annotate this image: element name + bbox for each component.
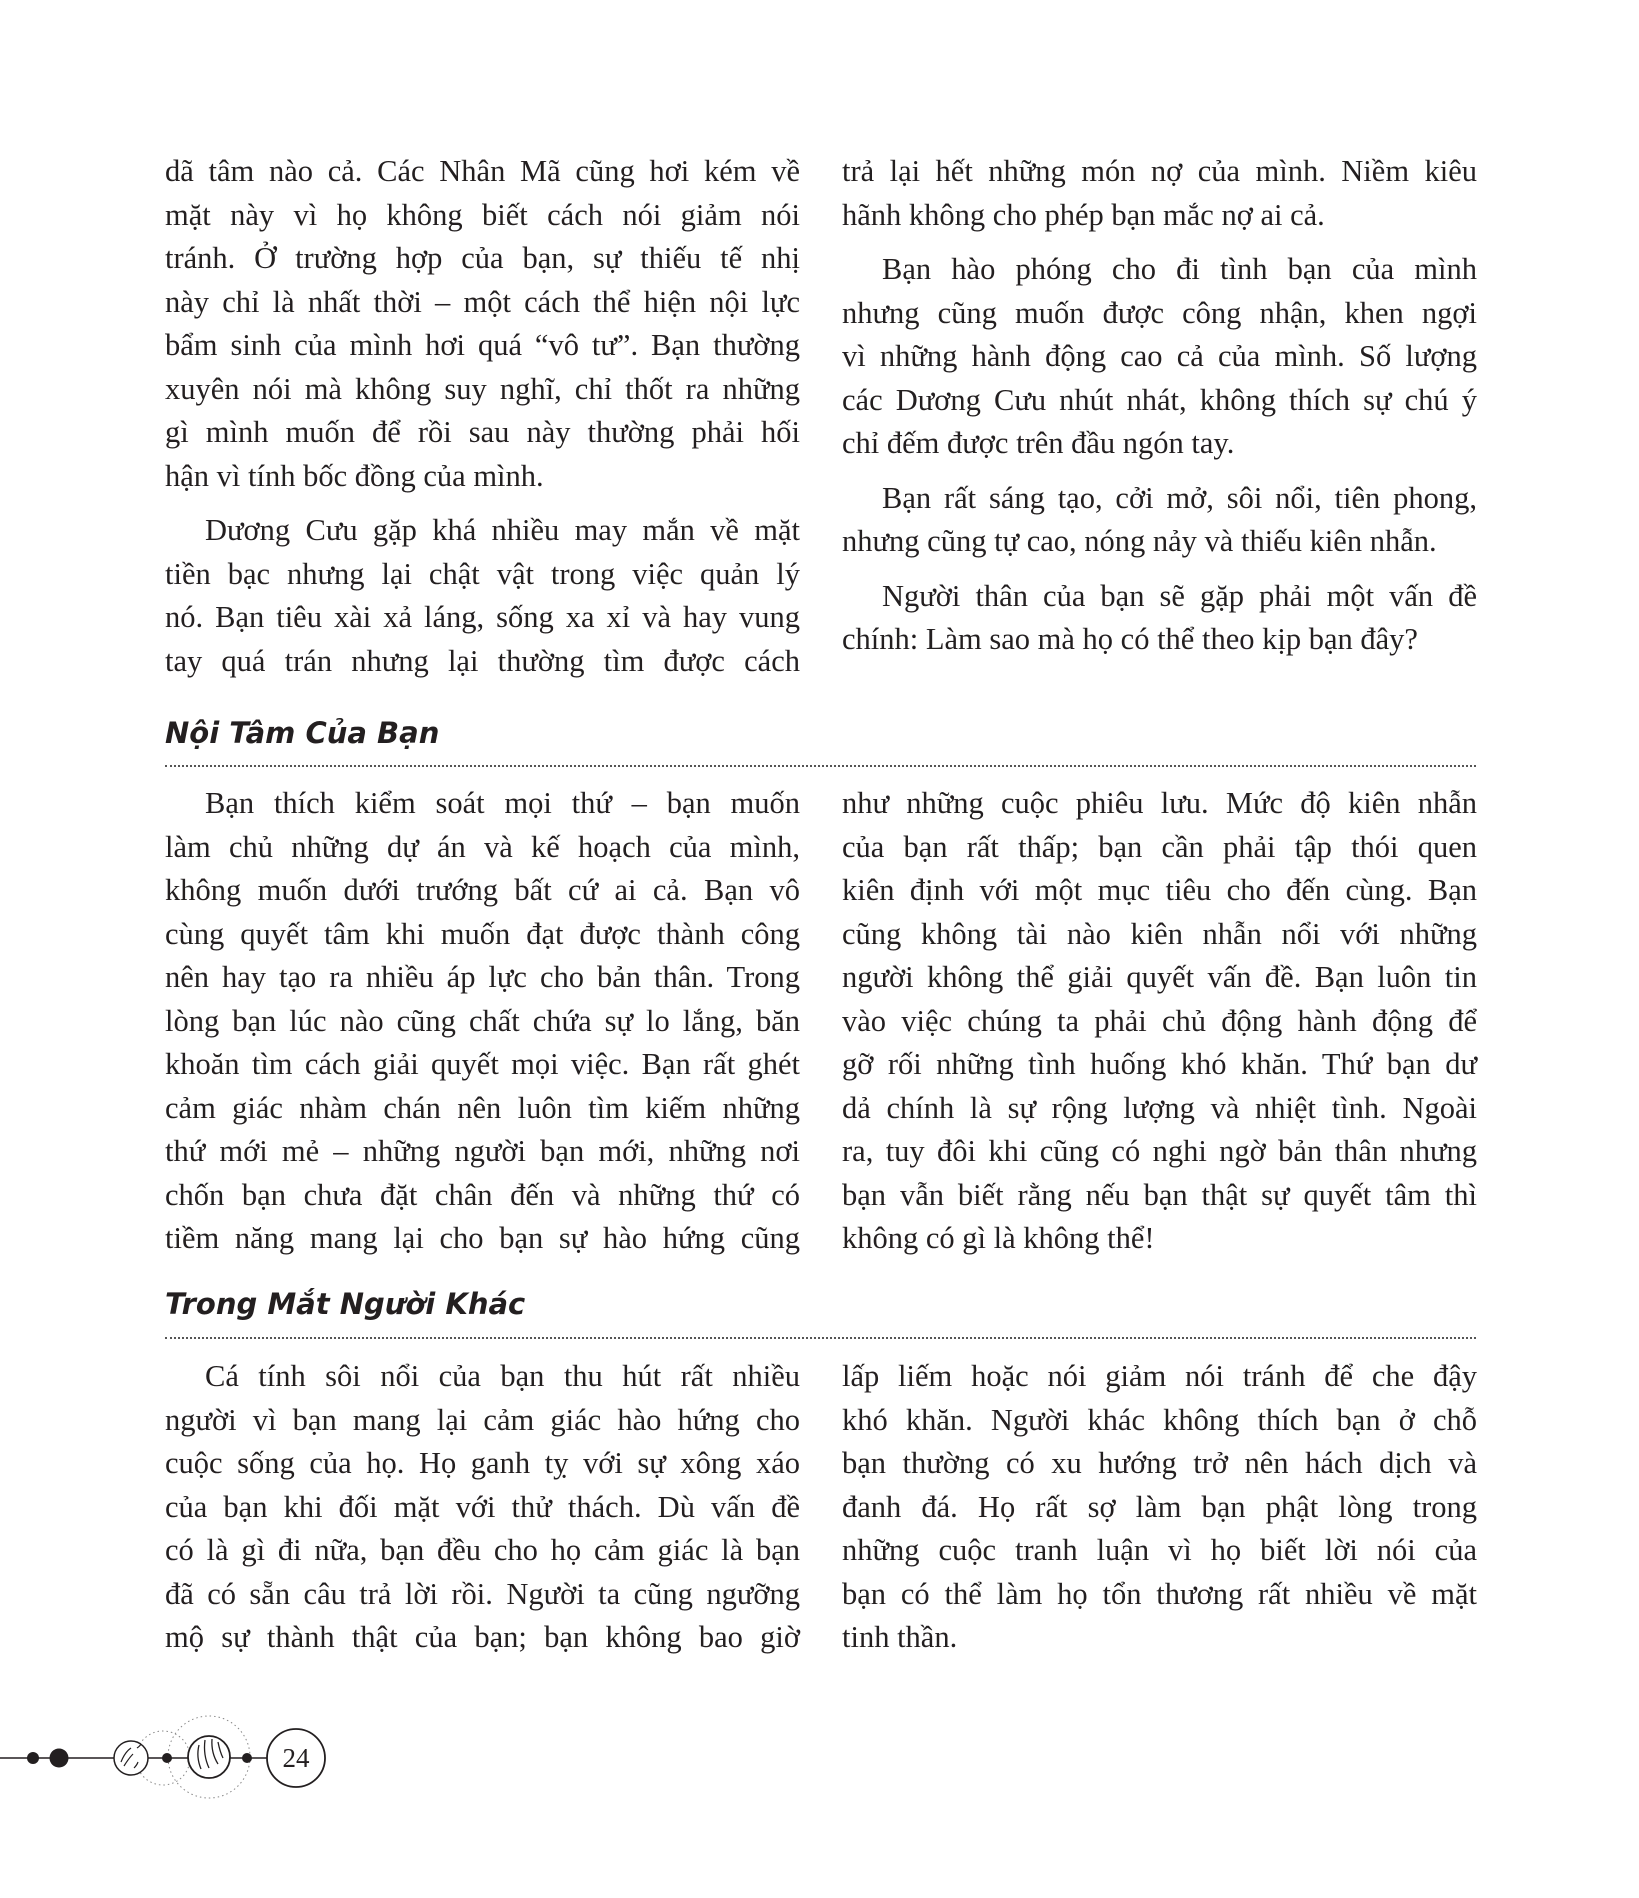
text-line: cũng không tài nào kiên nhẫn nổi với những [842,916,1477,951]
text-line: mặt này vì họ không biết cách nói giảm nói [165,197,800,232]
text-line: tiềm năng mang lại cho bạn sự hào hứng cũng [165,1221,800,1255]
text-line: nên hay tạo ra nhiều áp lực cho bản thân. Trong [165,960,800,994]
page-number: 24 [282,1743,310,1773]
dot-icon [50,1749,69,1768]
text-line: gỡ rối những tình huống khó khăn. Thứ bạn dư [842,1047,1477,1081]
text-line: mộ sự thành thật của bạn; bạn không bao giờ [165,1620,800,1654]
right-column [842,1355,1477,1671]
text-line: các Dương Cưu nhút nhát, không thích sự chú ý [842,382,1477,417]
paragraph [842,477,1477,564]
dotted-divider [165,1337,1476,1339]
right-column [842,782,1477,1272]
text-line: ra, tuy đôi khi cũng có nghi ngờ bản thân nhưng [842,1134,1477,1168]
text-line: có là gì đi nữa, bạn đều cho họ cảm giác là bạn [165,1533,800,1567]
text-line: thứ mới mẻ – những người bạn mới, những nơi [165,1134,800,1168]
text-line: tay quá trán nhưng lại thường tìm được cách [165,643,800,678]
section-heading: Nội Tâm Của Bạn [165,716,440,750]
text-line: nhưng cũng muốn được công nhận, khen ngợi [842,295,1477,330]
text-line: chính: Làm sao mà họ có thể theo kịp bạn đây? [842,622,1418,656]
planet-icon [114,1741,148,1775]
paragraph [165,782,800,1261]
text-line: những cuộc tranh luận vì họ biết lời nói của [842,1533,1477,1567]
text-line: Bạn thích kiểm soát mọi thứ – bạn muốn [205,786,800,820]
text-line: cuộc sống của họ. Họ ganh tỵ với sự xông xáo [165,1446,800,1480]
text-line: tránh. Ở trường hợp của bạn, sự thiếu tế nhị [165,241,800,275]
right-column [842,150,1477,673]
text-line: đã có sẵn câu trả lời rồi. Người ta cũng ngưỡng [165,1576,800,1611]
text-line: dã tâm nào cả. Các Nhân Mã cũng hơi kém về [165,154,800,188]
dotted-divider [165,765,1476,767]
text-line: hãnh không cho phép bạn mắc nợ ai cả. [842,197,1325,232]
paragraph [165,150,800,498]
dot-icon [242,1753,252,1763]
text-line: Bạn rất sáng tạo, cởi mở, sôi nổi, tiên phong, [882,480,1477,515]
text-line: vào việc chúng ta phải chủ động hành động để [842,1003,1477,1038]
text-line: làm chủ những dự án và kế hoạch của mình, [165,829,800,864]
paragraph [842,150,1477,237]
left-column [165,1355,800,1671]
text-line: nó. Bạn tiêu xài xả láng, sống xa xỉ và hay vung [165,600,800,634]
section-heading: Trong Mắt Người Khác [165,1287,526,1321]
text-line: dả chính là sự rộng lượng và nhiệt tình. Ngoài [842,1090,1477,1125]
text-line: xuyên nói mà không suy nghĩ, chỉ thốt ra những [165,371,800,406]
text-line: Bạn hào phóng cho đi tình bạn của mình [882,252,1477,286]
text-line: tinh thần. [842,1620,958,1654]
dot-icon [27,1752,39,1764]
text-line: không muốn dưới trướng bất cứ ai cả. Bạn vô [165,873,800,907]
text-line: như những cuộc phiêu lưu. Mức độ kiên nhẫn [842,786,1477,820]
text-line: của bạn khi đối mặt với thử thách. Dù vấn đề [165,1489,800,1524]
text-line: Cá tính sôi nổi của bạn thu hút rất nhiều [205,1359,800,1393]
text-line: của bạn rất thấp; bạn cần phải tập thói quen [842,829,1477,864]
text-line: lòng bạn lúc nào cũng chất chứa sự lo lắng, băn [165,1003,800,1038]
footer-planet-ornament [0,1700,400,1840]
text-line: kiên định với một mục tiêu cho đến cùng. Bạn [842,873,1477,907]
text-line: bạn vẫn biết rằng nếu bạn thật sự quyết tâm thì [842,1177,1477,1212]
text-line: tiền bạc nhưng lại chật vật trong việc quản lý [165,556,800,591]
paragraph [842,782,1477,1261]
text-line: người vì bạn mang lại cảm giác hào hứng cho [165,1402,800,1437]
left-column [165,782,800,1272]
text-line: bẩm sinh của mình hơi quá “vô tư”. Bạn thường [165,328,800,362]
paragraph [842,575,1477,662]
text-line: Người thân của bạn sẽ gặp phải một vấn đề [882,578,1477,613]
text-line: này chỉ là nhất thời – một cách thể hiện nội lực [165,284,800,319]
text-line: bạn có thể làm họ tổn thương rất nhiều về mặt [842,1576,1477,1611]
text-line: cùng quyết tâm khi muốn đạt được thành công [165,916,800,951]
text-line: khó khăn. Người khác không thích bạn ở chỗ [842,1402,1477,1437]
text-line: lấp liếm hoặc nói giảm nói tránh để che đậy [842,1359,1477,1393]
planet-icon [188,1736,230,1778]
text-line: chốn bạn chưa đặt chân đến và những thứ có [165,1177,800,1212]
text-line: trả lại hết những món nợ của mình. Niềm kiêu [842,154,1477,188]
paragraph [165,1355,800,1660]
text-line: gì mình muốn để rồi sau này thường phải hối [165,415,800,449]
text-line: đanh đá. Họ rất sợ làm bạn phật lòng trong [842,1489,1477,1524]
text-line: hận vì tính bốc đồng của mình. [165,458,544,493]
paragraph [842,248,1477,466]
left-column [165,150,800,694]
text-line: Dương Cưu gặp khá nhiều may mắn về mặt [205,513,800,547]
text-line: bạn thường có xu hướng trở nên hách dịch và [842,1446,1477,1480]
text-line: người không thể giải quyết vấn đề. Bạn luôn tin [842,960,1477,994]
text-line: nhưng cũng tự cao, nóng nảy và thiếu kiên nhẫn. [842,524,1437,558]
text-line: cảm giác nhàm chán nên luôn tìm kiếm những [165,1090,800,1125]
text-line: chỉ đếm được trên đầu ngón tay. [842,426,1235,460]
dot-icon [162,1753,172,1763]
paragraph [842,1355,1477,1660]
text-line: vì những hành động cao cả của mình. Số lượng [842,339,1477,373]
text-line: khoăn tìm cách giải quyết mọi việc. Bạn rất ghét [165,1047,800,1081]
paragraph [165,509,800,683]
text-line: không có gì là không thể! [842,1221,1155,1255]
